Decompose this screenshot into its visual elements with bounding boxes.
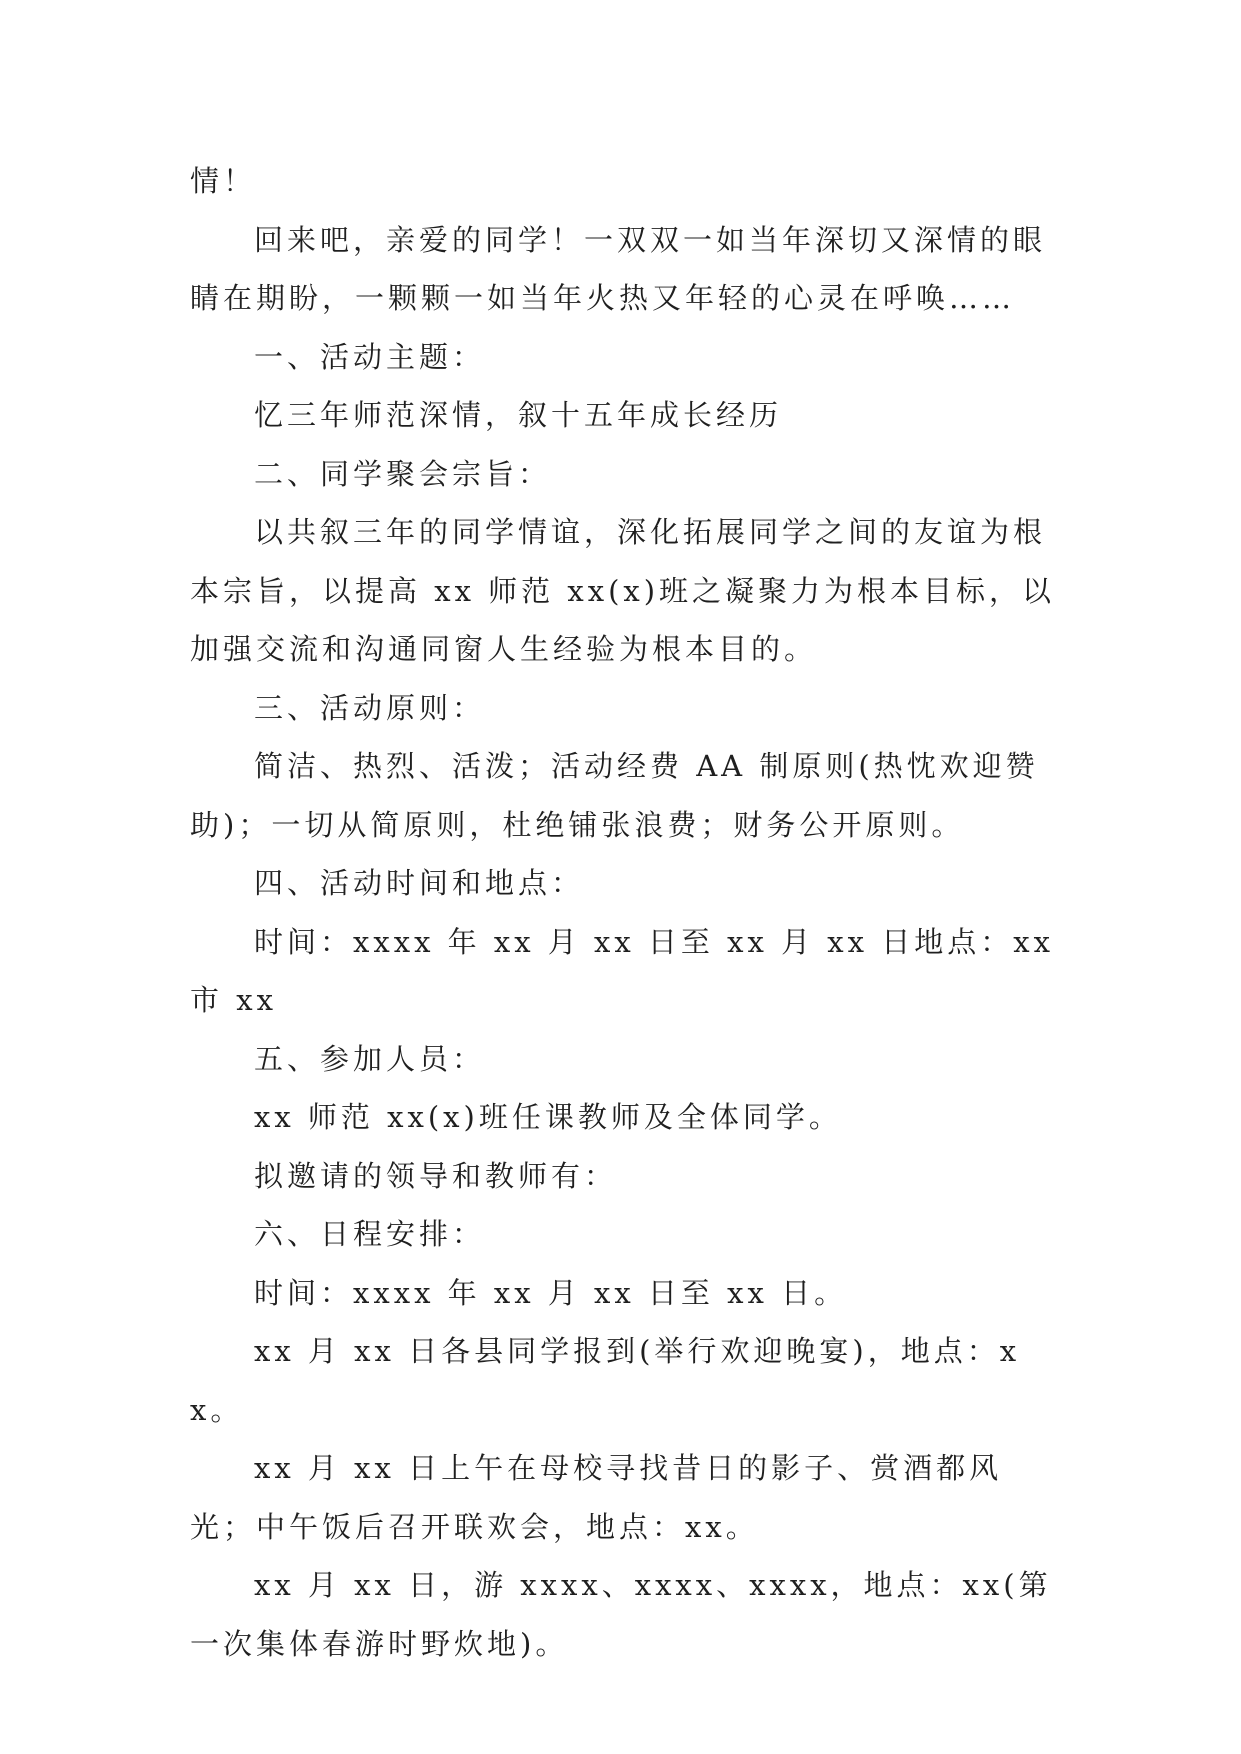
paragraph-continuation: 情！ (190, 164, 257, 198)
heading-participants: 五、参加人员： (254, 1041, 486, 1076)
paragraph-activity-principles: 简洁、热烈、活泼；活动经费 AA 制原则(热忱欢迎赞助)；一切从简原则，杜绝铺张浪费；财务公开原则。 (190, 749, 1039, 842)
paragraph-invitation: 回来吧，亲爱的同学！一双双一如当年深切又深情的眼睛在期盼，一颗颗一如当年火热又年轻的心灵在呼唤…… (190, 222, 1047, 315)
paragraph-schedule-day-3: xx 月 xx 日，游 xxxx、xxxx、xxxx，地点：xx(第一次集体春游时野炊地)。 (190, 1568, 1052, 1661)
paragraph-activity-theme: 忆三年师范深情，叙十五年成长经历 (254, 398, 783, 432)
paragraph-invited-guests: 拟邀请的领导和教师有： (254, 1158, 618, 1193)
heading-activity-principles: 三、活动原则： (254, 690, 486, 725)
paragraph-schedule-time: 时间：xxxx 年 xx 月 xx 日至 xx 日。 (254, 1275, 848, 1310)
paragraph-time-and-place: 时间：xxxx 年 xx 月 xx 日至 xx 月 xx 日地点：xx 市 xx (190, 924, 1054, 1017)
document-body (190, 152, 1060, 1673)
paragraph-participants: xx 师范 xx(x)班任课教师及全体同学。 (254, 1100, 842, 1134)
heading-time-and-place: 四、活动时间和地点： (254, 866, 585, 900)
heading-schedule: 六、日程安排： (254, 1217, 486, 1251)
heading-activity-theme: 一、活动主题： (254, 339, 486, 374)
heading-gathering-purpose: 二、同学聚会宗旨： (254, 456, 552, 491)
paragraph-schedule-day-1: xx 月 xx 日各县同学报到(举行欢迎晚宴)，地点：xx。 (190, 1334, 1021, 1427)
paragraph-gathering-purpose: 以共叙三年的同学情谊，深化拓展同学之间的友谊为根本宗旨，以提高 xx 师范 xx(x)班之凝聚力为根本目标，以加强交流和沟通同窗人生经验为根本目的。 (190, 515, 1056, 666)
paragraph-schedule-day-2: xx 月 xx 日上午在母校寻找昔日的影子、赏酒都风光；中午饭后召开联欢会，地点：xx。 (190, 1451, 1003, 1544)
